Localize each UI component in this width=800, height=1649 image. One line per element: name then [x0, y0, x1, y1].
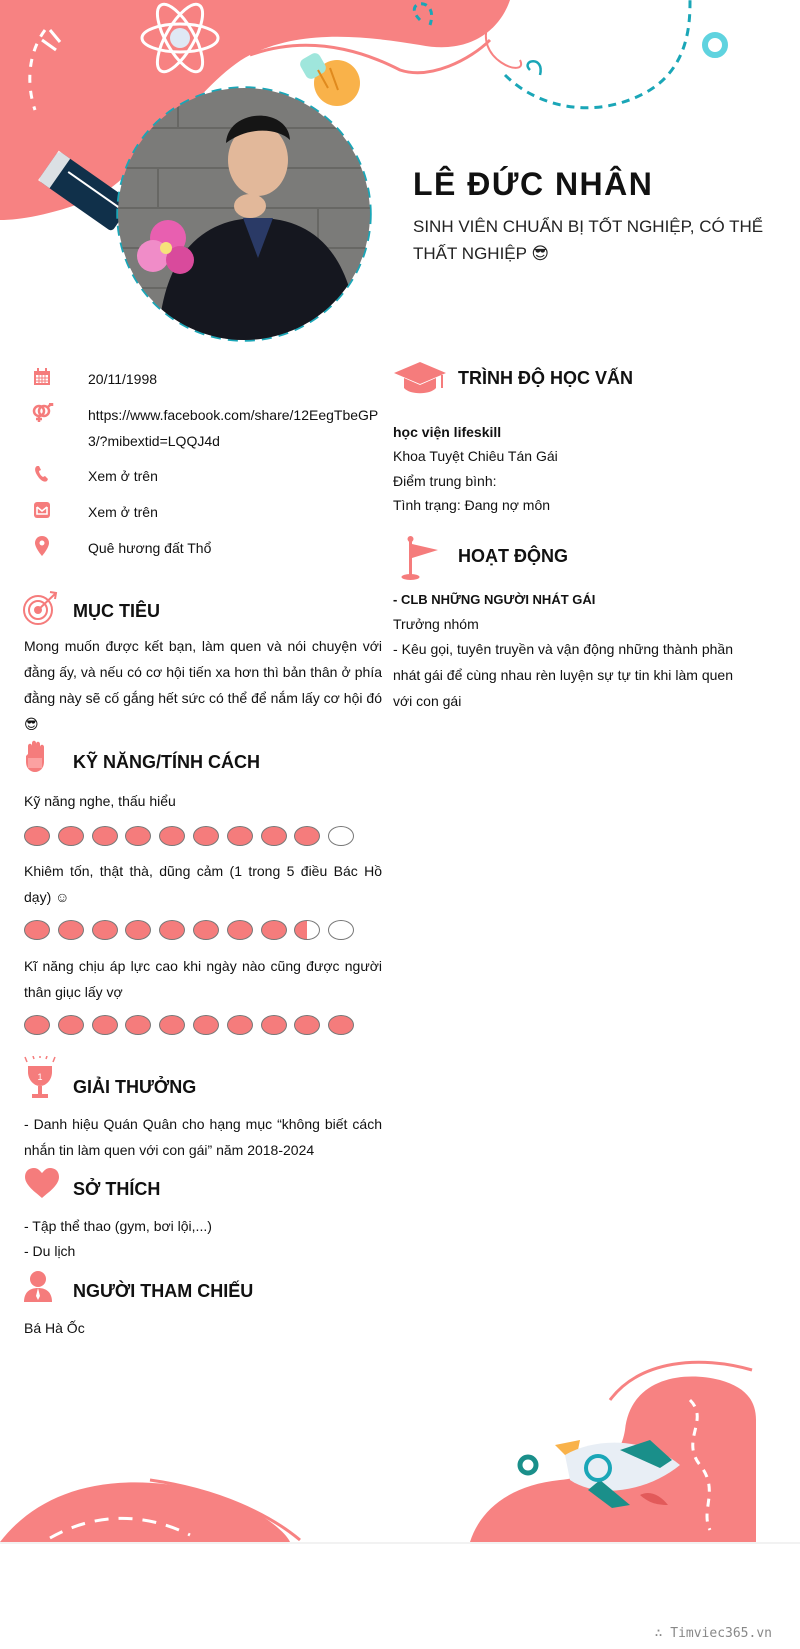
skill-label: Kĩ năng chịu áp lực cao khi ngày nào cũng được người thân giục lấy vợ: [24, 958, 382, 1000]
education-school: học viện lifeskill: [393, 424, 502, 440]
rating-dot: [125, 826, 151, 846]
skill-label: Kỹ năng nghe, thấu hiểu: [24, 793, 176, 809]
rating-dot: [58, 920, 84, 940]
birthday-value: 20/11/1998: [88, 371, 158, 387]
activity-role: Trưởng nhóm: [393, 616, 479, 632]
rating-dot: [24, 826, 50, 846]
candidate-title: SINH VIÊN CHUẨN BỊ TỐT NGHIỆP, CÓ THỂ THẤT NGHIỆP 😎: [413, 217, 764, 263]
gender-value[interactable]: https://www.facebook.com/share/12EegTbeGP3/?mibextid=LQQJ4d: [88, 407, 379, 449]
person-icon: [24, 1270, 52, 1302]
objective-text: Mong muốn được kết bạn, làm quen và nói chuyện với đằng ấy, và nếu có cơ hội tiến xa hơn thì bản thân ở phía đằng này sẽ cố gắng hết sức có thể để nắm lấy cơ hội đó 😎: [24, 638, 382, 732]
rating-dot: [159, 826, 185, 846]
activities-title: HOẠT ĐỘNG: [458, 546, 568, 566]
rating-dot: [24, 920, 50, 940]
rating-dot: [261, 920, 287, 940]
rating-dot: [58, 1015, 84, 1035]
objective-title: MỤC TIÊU: [73, 601, 160, 621]
rating-dot: [328, 826, 354, 846]
rating-dot: [125, 920, 151, 940]
flag-icon: [400, 536, 440, 580]
rating-dot: [261, 826, 287, 846]
candidate-name: LÊ ĐỨC NHÂN: [413, 166, 654, 202]
rating-dot: [193, 920, 219, 940]
heart-icon: [24, 1167, 60, 1199]
gender-icon: [24, 402, 60, 424]
education-faculty: Khoa Tuyệt Chiêu Tán Gái: [393, 448, 558, 464]
skills-title: KỸ NĂNG/TÍNH CÁCH: [73, 752, 260, 772]
rating-dot: [328, 1015, 354, 1035]
rating-dot: [92, 826, 118, 846]
lightbulb-icon: [298, 51, 360, 106]
address-value: Quê hương đất Thổ: [88, 540, 212, 556]
education-gpa: Điểm trung bình:: [393, 473, 497, 489]
rating-dot: [92, 920, 118, 940]
awards-text: - Danh hiệu Quán Quân cho hạng mục “không biết cách nhắn tin làm quen với con gái” năm 2018-2024: [24, 1116, 382, 1158]
avatar-photo: [118, 88, 370, 340]
contact-email: [24, 499, 384, 525]
references-title: NGƯỜI THAM CHIẾU: [73, 1281, 254, 1301]
rating-dot: [227, 920, 253, 940]
hobby-item: - Tập thể thao (gym, bơi lội,...): [24, 1218, 212, 1234]
rating-dot: [92, 1015, 118, 1035]
graduation-cap-icon: [394, 362, 446, 396]
skill-label: Khiêm tốn, thật thà, dũng cảm (1 trong 5 điều Bác Hồ dạy) ☺: [24, 863, 382, 905]
target-icon: [22, 590, 60, 626]
education-status: Tình trạng: Đang nợ môn: [393, 497, 551, 513]
contact-gender: [24, 402, 384, 454]
skill-rating: [24, 1015, 362, 1035]
rating-dot: [294, 920, 320, 940]
contact-birthday: [24, 366, 384, 392]
footer-decoration: [0, 1340, 800, 1649]
rating-dot: [193, 1015, 219, 1035]
contact-address: [24, 535, 384, 561]
reference-text: Bá Hà Ốc: [24, 1320, 85, 1336]
phone-icon: [24, 463, 60, 485]
rating-dot: [261, 1015, 287, 1035]
phone-value: Xem ở trên: [88, 468, 158, 484]
hobby-item: - Du lịch: [24, 1243, 76, 1259]
awards-title: GIẢI THƯỞNG: [73, 1077, 197, 1097]
rating-dot: [294, 1015, 320, 1035]
skill-rating: [24, 920, 362, 940]
rating-dot: [227, 1015, 253, 1035]
skill-rating: [24, 826, 362, 846]
rating-dot: [193, 826, 219, 846]
trophy-icon: [24, 1056, 56, 1100]
svg-text:1: 1: [37, 1072, 43, 1082]
watermark: ∴ Timviec365.vn: [654, 1626, 772, 1641]
rating-dot: [24, 1015, 50, 1035]
rating-dot: [227, 826, 253, 846]
education-title: TRÌNH ĐỘ HỌC VẤN: [458, 368, 633, 388]
email-value: Xem ở trên: [88, 504, 158, 520]
rating-dot: [58, 826, 84, 846]
calendar-icon: [24, 366, 60, 388]
activity-desc: - Kêu gọi, tuyên truyền và vận động những thành phần nhát gái để cùng nhau rèn luyện sự tự tin khi làm quen với con gái: [393, 641, 733, 709]
rating-dot: [328, 920, 354, 940]
email-icon: [24, 499, 60, 521]
hand-icon: [24, 740, 50, 774]
rating-dot: [159, 920, 185, 940]
rating-dot: [159, 1015, 185, 1035]
header-decoration: [0, 0, 800, 360]
rating-dot: [125, 1015, 151, 1035]
hobbies-title: SỞ THÍCH: [73, 1179, 161, 1199]
contact-phone: [24, 463, 384, 489]
location-pin-icon: [24, 535, 60, 557]
rating-dot: [294, 826, 320, 846]
activity-org: - CLB NHỮNG NGƯỜI NHÁT GÁI: [393, 592, 596, 607]
